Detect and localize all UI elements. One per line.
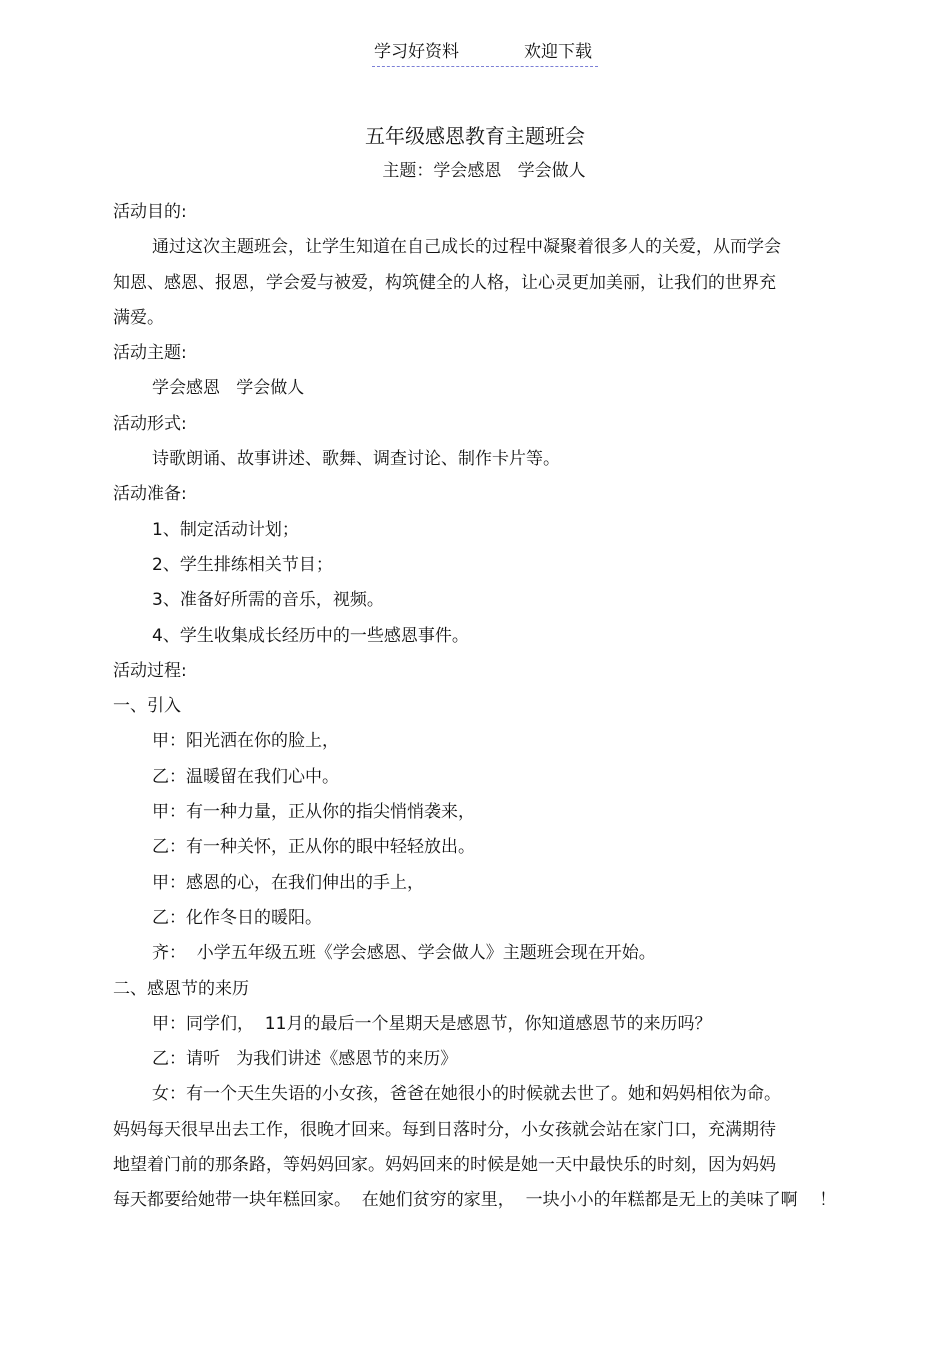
body-line: 地望着门前的那条路，等妈妈回家。妈妈回来的时候是她一天中最快乐的时刻，因为妈妈 [113, 1155, 776, 1176]
body-line: 满爱。 [113, 307, 164, 328]
body-line: 2、学生排练相关节目； [152, 554, 333, 575]
body-line: 活动目的: [113, 202, 187, 222]
body-line: 一、引入 [113, 696, 181, 717]
body-line: 二、感恩节的来历 [113, 978, 249, 999]
page-header [372, 38, 598, 67]
document-body [113, 195, 863, 1219]
body-line: 诗歌朗诵、故事讲述、歌舞、调查讨论、制作卡片等。 [152, 449, 560, 470]
body-line: 乙：请听 为我们讲述《感恩节的来历》 [152, 1049, 458, 1070]
body-line: 1、制定活动计划； [152, 519, 299, 540]
body-line: 通过这次主题班会，让学生知道在自己成长的过程中凝聚着很多人的关爱，从而学会 [152, 237, 781, 258]
body-line: 学会感恩 学会做人 [152, 378, 305, 399]
body-line: 活动准备: [113, 484, 187, 505]
document-subtitle: 主题：学会感恩 学会做人 [382, 161, 586, 181]
body-line: 3、准备好所需的音乐，视频。 [152, 590, 384, 611]
body-line: 知恩、感恩、报恩，学会爱与被爱，构筑健全的人格，让心灵更加美丽，让我们的世界充 [113, 272, 776, 293]
body-line: 甲：同学们， 11月的最后一个星期天是感恩节，你知道感恩节的来历吗？ [152, 1013, 712, 1034]
body-line: 甲：感恩的心，在我们伸出的手上， [152, 872, 424, 893]
body-line: 活动过程: [113, 660, 187, 681]
body-line: 甲：有一种力量，正从你的指尖悄悄袭来， [152, 802, 475, 823]
header-left-text: 学习好资料 [374, 42, 459, 62]
body-line: 齐： 小学五年级五班《学会感恩、学会做人》主题班会现在开始。 [152, 943, 656, 964]
body-line: 乙：温暖留在我们心中。 [152, 766, 339, 787]
document-title: 五年级感恩教育主题班会 [365, 124, 585, 148]
body-line: 活动主题: [113, 343, 187, 364]
body-line: 4、学生收集成长经历中的一些感恩事件。 [152, 625, 469, 646]
body-line: 乙：有一种关怀，正从你的眼中轻轻放出。 [152, 837, 475, 858]
body-line: 活动形式: [113, 413, 187, 434]
body-line: 女：有一个天生失语的小女孩，爸爸在她很小的时候就去世了。她和妈妈相依为命。 [152, 1084, 781, 1105]
body-line: 妈妈每天很早出去工作，很晚才回来。每到日落时分，小女孩就会站在家门口，充满期待 [113, 1119, 776, 1140]
body-line: 每天都要给她带一块年糕回家。 在她们贫穷的家里， 一块小小的年糕都是无上的美味了啊 ！ [113, 1190, 837, 1211]
body-line: 甲：阳光洒在你的脸上， [152, 731, 339, 752]
header-right-text: 欢迎下载 [524, 42, 592, 62]
body-line: 乙：化作冬日的暖阳。 [152, 907, 322, 928]
